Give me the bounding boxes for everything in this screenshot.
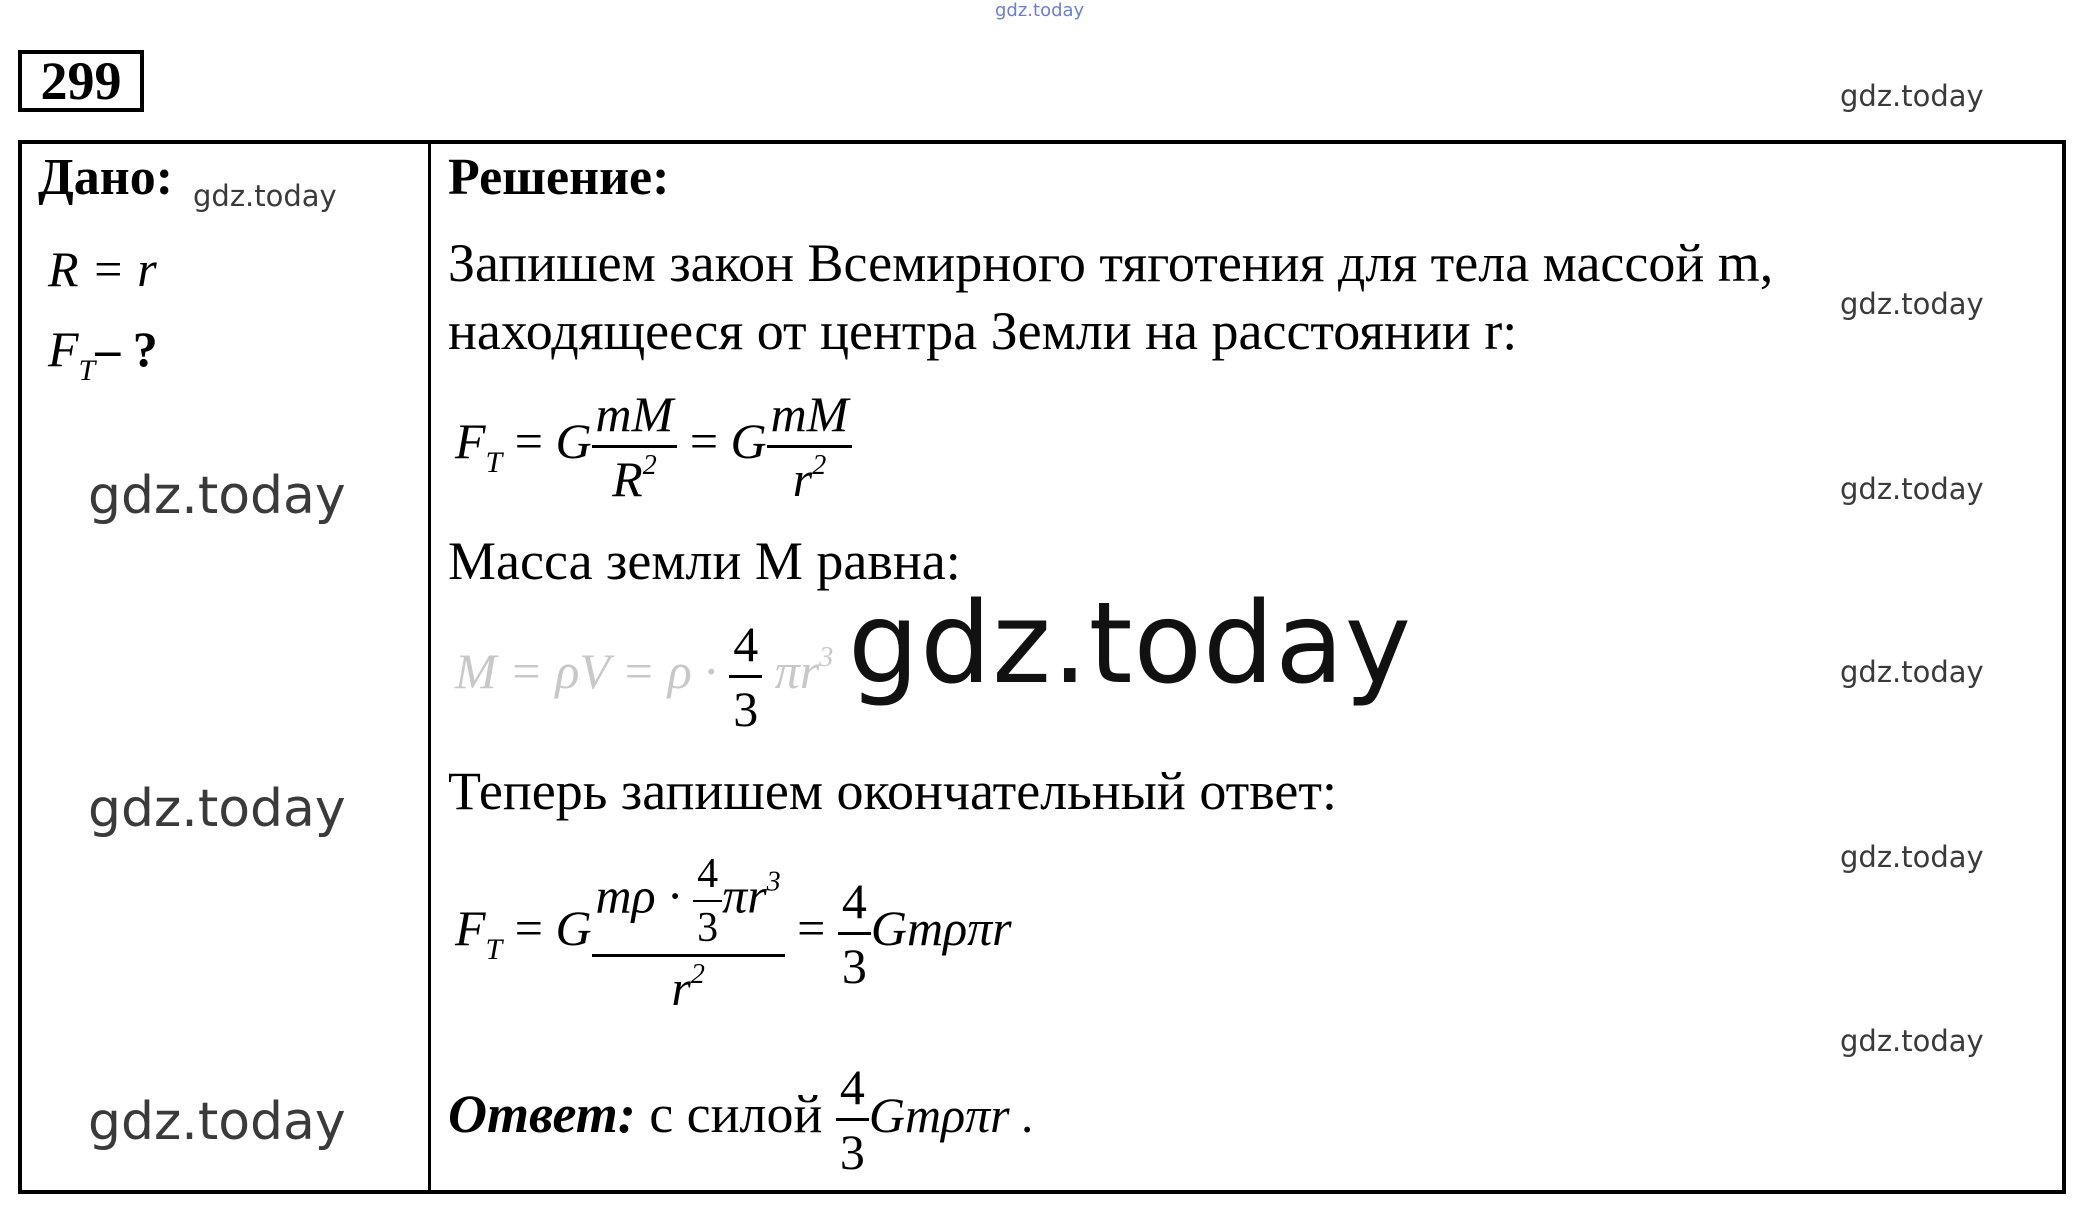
mass-formula bbox=[455, 615, 833, 738]
problem-number: 299 bbox=[18, 50, 144, 112]
formula-result: Gmρπr bbox=[870, 899, 1012, 956]
question-mark: – ? bbox=[95, 321, 158, 377]
formula-symbol: mρ · bbox=[595, 867, 681, 924]
fraction-bar bbox=[729, 675, 762, 678]
fraction-denominator: 3 bbox=[841, 938, 867, 994]
fraction-denominator bbox=[767, 450, 853, 508]
watermark-top: gdz.today bbox=[995, 0, 1085, 21]
formula-subscript: T bbox=[485, 445, 503, 479]
fraction bbox=[836, 1058, 869, 1181]
formula-symbol: G bbox=[730, 412, 767, 469]
final-formula bbox=[455, 850, 1012, 1017]
equals-sign: = bbox=[689, 412, 719, 469]
watermark: gdz.today bbox=[1840, 1024, 1984, 1058]
fraction-bar bbox=[838, 932, 871, 935]
watermark: gdz.today bbox=[88, 1092, 346, 1152]
watermark: gdz.today bbox=[1840, 79, 1984, 113]
fraction-bar bbox=[592, 445, 678, 448]
formula-symbol: F bbox=[455, 899, 486, 956]
formula-symbol: G bbox=[555, 899, 592, 956]
equals-sign: = bbox=[514, 899, 543, 956]
watermark: gdz.today bbox=[1840, 472, 1984, 506]
fraction-numerator bbox=[592, 850, 785, 952]
watermark: gdz.today bbox=[88, 779, 346, 839]
fraction-bar bbox=[836, 1118, 869, 1121]
answer-formula: Gmρπr . bbox=[868, 1086, 1035, 1143]
given-force-question bbox=[48, 320, 158, 388]
watermark: gdz.today bbox=[1840, 655, 1984, 689]
exponent: 2 bbox=[642, 450, 657, 481]
answer-label: Ответ: bbox=[448, 1083, 636, 1144]
final-text: Теперь запишем окончательный ответ: bbox=[448, 761, 1337, 821]
mass-formula-lhs: M = ρV = ρ · bbox=[455, 642, 717, 699]
watermark: gdz.today bbox=[1840, 287, 1984, 321]
watermark-large: gdz.today bbox=[848, 579, 1413, 709]
fraction-numerator: 4 bbox=[697, 851, 719, 897]
watermark: gdz.today bbox=[193, 179, 337, 213]
mass-text: Масса земли M равна: bbox=[448, 531, 961, 591]
force-subscript: T bbox=[78, 354, 96, 387]
given-header: Дано: bbox=[38, 149, 174, 206]
exponent: 2 bbox=[812, 450, 827, 481]
fraction-numerator: 4 bbox=[839, 1059, 865, 1115]
watermark: gdz.today bbox=[88, 466, 346, 526]
fraction bbox=[729, 615, 762, 738]
fraction-denominator bbox=[592, 450, 678, 508]
fraction-numerator: 4 bbox=[841, 873, 867, 929]
column-divider bbox=[428, 144, 431, 1190]
solution-line-2: находящееся от центра Земли на расстоянии r: bbox=[448, 301, 1518, 361]
force-symbol: F bbox=[48, 321, 79, 377]
exponent: 3 bbox=[766, 866, 781, 898]
formula-symbol: G bbox=[555, 412, 592, 469]
answer-text: с силой bbox=[649, 1083, 823, 1144]
fraction bbox=[838, 872, 871, 995]
formula-symbol: R bbox=[612, 451, 643, 507]
formula-symbol: r bbox=[792, 451, 813, 507]
fraction-bar bbox=[592, 954, 785, 957]
solution-line-1: Запишем закон Всемирного тяготения для тела массой m, bbox=[448, 233, 1774, 293]
fraction bbox=[592, 385, 678, 508]
fraction bbox=[767, 385, 853, 508]
fraction-denominator: 3 bbox=[733, 681, 759, 737]
exponent: 3 bbox=[819, 641, 834, 673]
equals-sign: = bbox=[797, 899, 826, 956]
given-r: R = r bbox=[48, 241, 157, 297]
fraction-denominator: 3 bbox=[697, 905, 719, 951]
equals-sign: = bbox=[514, 412, 543, 469]
gravity-formula bbox=[455, 385, 852, 508]
exponent: 2 bbox=[690, 959, 705, 990]
solution-header: Решение: bbox=[448, 149, 670, 206]
formula-symbol: πr bbox=[722, 867, 767, 924]
formula-symbol: r bbox=[671, 960, 691, 1016]
fraction-bar bbox=[693, 900, 722, 902]
answer-line bbox=[448, 1058, 1035, 1181]
fraction bbox=[592, 850, 785, 1017]
fraction-numerator: 4 bbox=[733, 616, 759, 672]
fraction bbox=[693, 850, 722, 952]
fraction-denominator bbox=[592, 959, 785, 1017]
fraction-denominator: 3 bbox=[839, 1124, 865, 1180]
fraction-numerator: mM bbox=[770, 386, 849, 442]
formula-symbol: F bbox=[455, 412, 486, 469]
formula-subscript: T bbox=[485, 932, 503, 966]
watermark: gdz.today bbox=[1840, 840, 1984, 874]
formula-symbol: πr bbox=[774, 642, 820, 699]
fraction-numerator: mM bbox=[595, 386, 674, 442]
fraction-bar bbox=[767, 445, 853, 448]
